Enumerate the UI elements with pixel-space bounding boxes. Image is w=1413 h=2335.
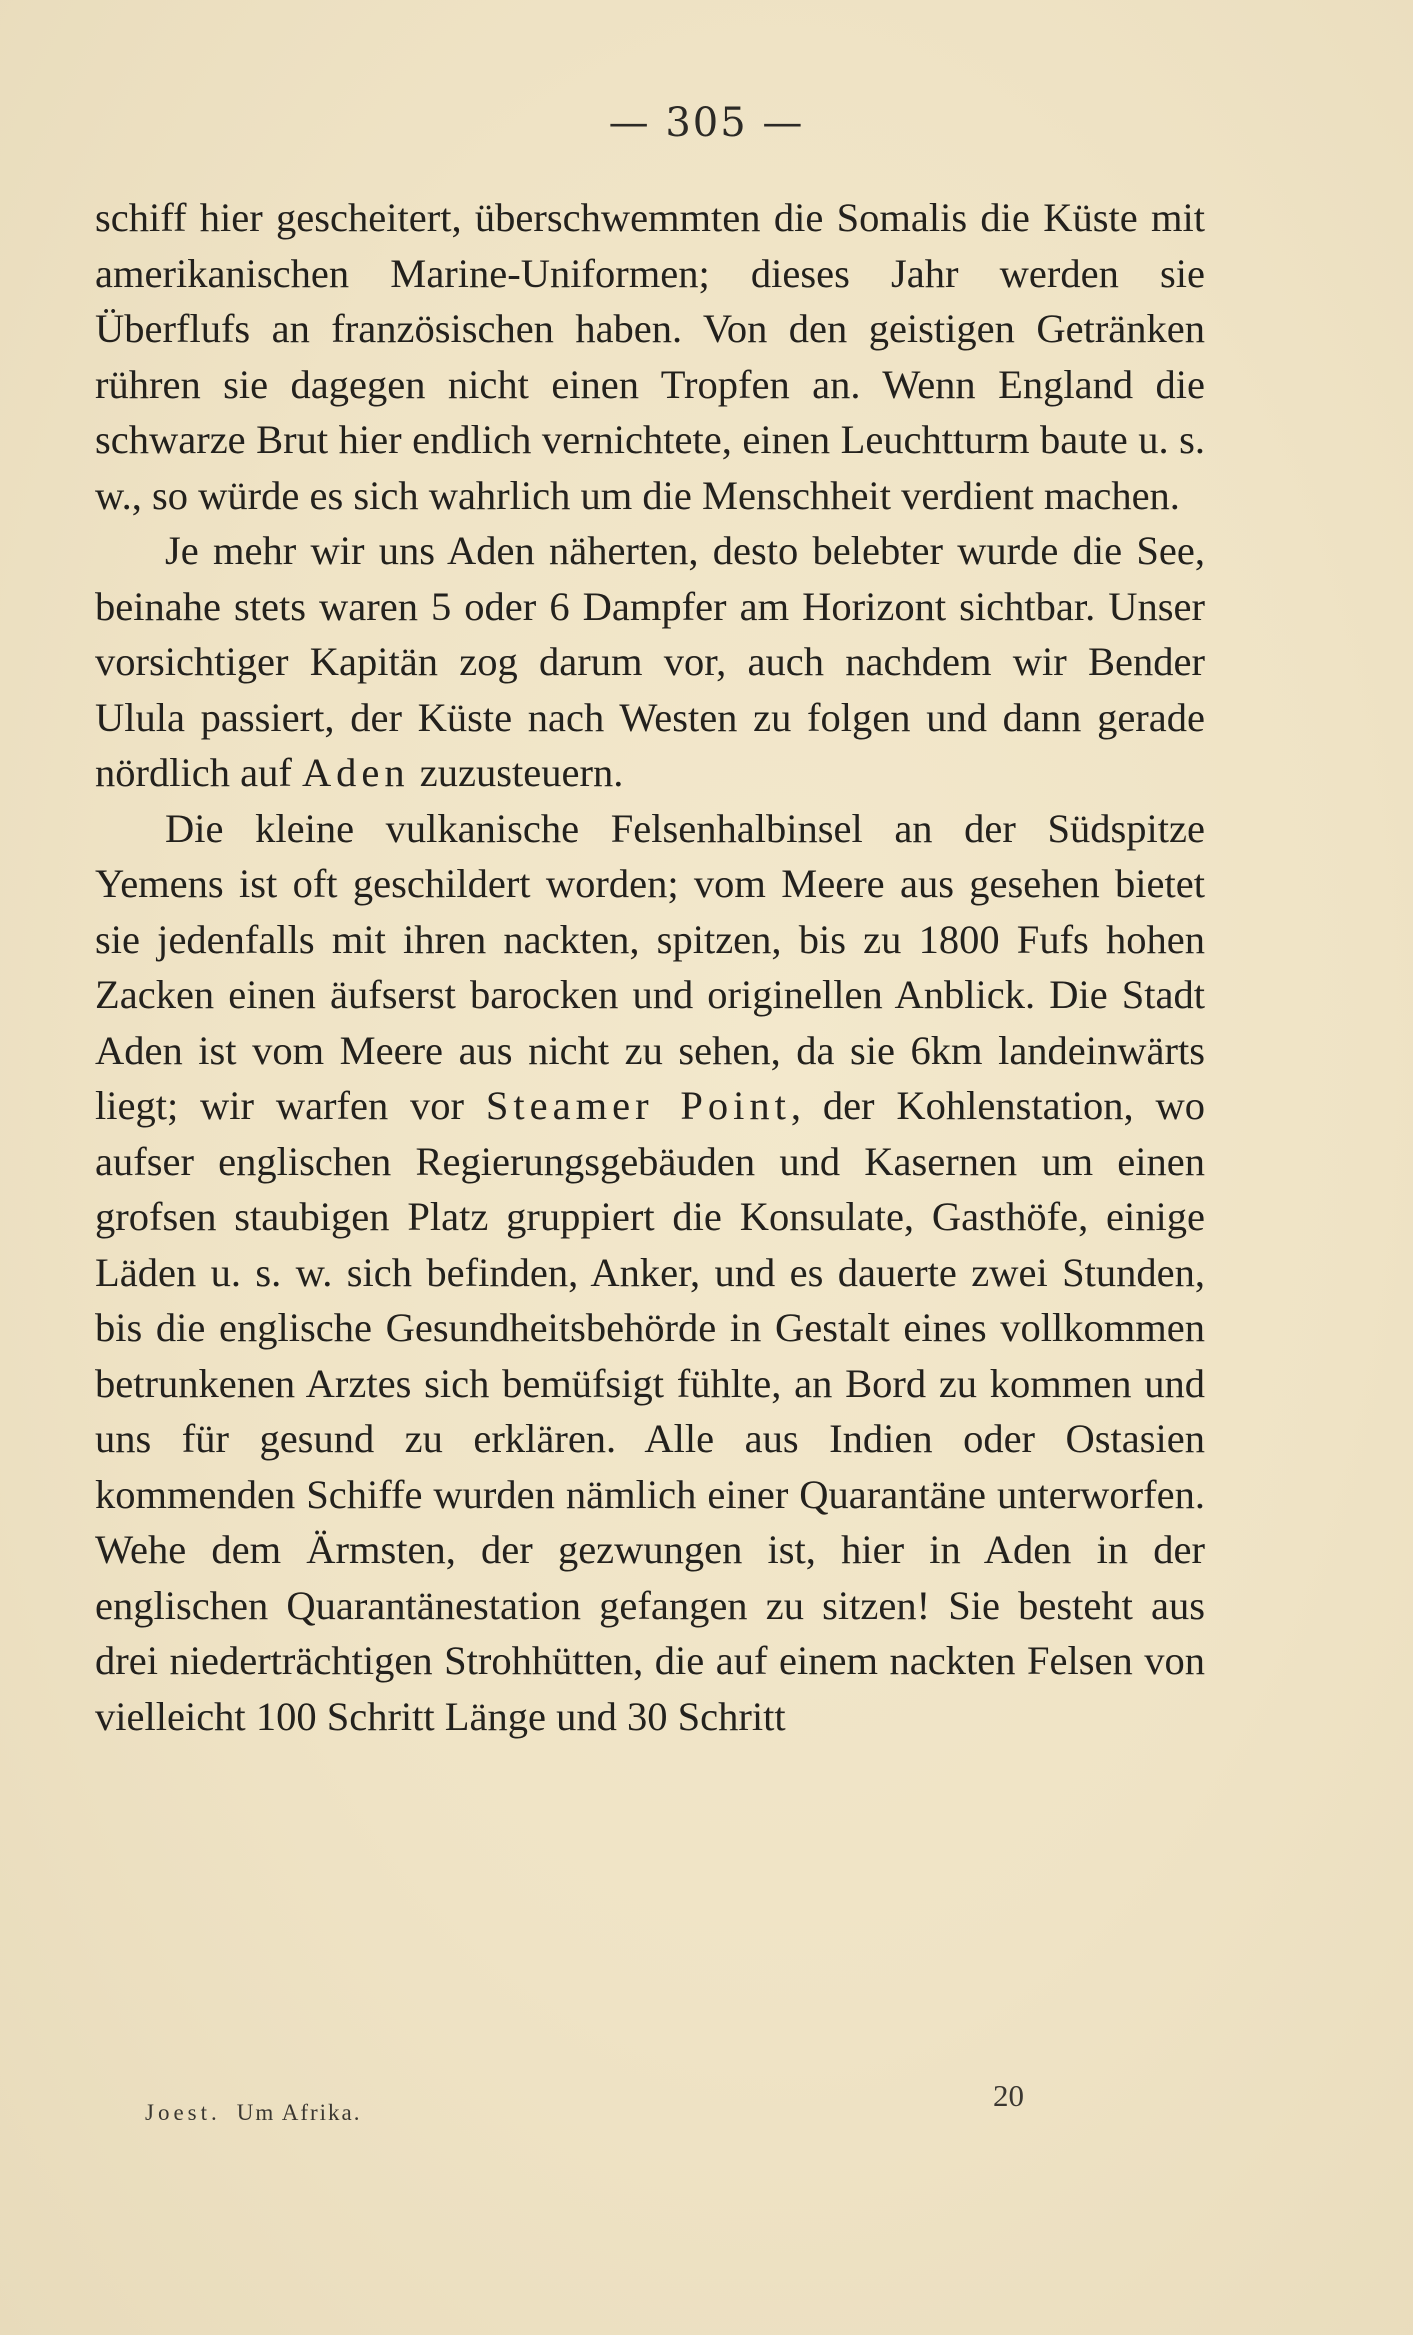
paragraph-3-text-b: , der Kohlenstation, wo aufser englischen Regierungsgebäuden und Kasernen um einen grofsen staubigen Platz gruppiert die Konsulate, Gasthöfe, einige Läden u. s. w. sich befinden, Anker, und es dauerte zwei Stunden, bis die englische Gesundheitsbehörde in Gestalt eines vollkommen betrunkenen Arztes sich bemüfsigt fühlte, an Bord zu kommen und uns für gesund zu erklären. Alle aus Indien oder Ostasien kommenden Schiffe wurden nämlich einer Quarantäne unterworfen. Wehe dem Ärmsten, der gezwungen ist, hier in Aden in der englischen Quarantänestation gefangen zu sitzen! Sie besteht aus drei niederträchtigen Strohhütten, die auf einem nackten Felsen von vielleicht 100 Schritt Länge und 30 Schritt xyxy=(95,1083,1205,1739)
footer-title: Um Afrika. xyxy=(236,2100,362,2125)
paragraph-2-text-b: zuzusteuern. xyxy=(409,750,624,795)
spaced-name-aden: Aden xyxy=(301,750,410,795)
paragraph-1-text: schiff hier gescheitert, überschwemmten die Somalis die Küste mit amerikanischen Marine-Uniformen; dieses Jahr werden sie Überflufs an französischen haben. Von den geistigen Getränken rühren sie dagegen nicht einen Tropfen an. Wenn England die schwarze Brut hier endlich vernichtete, einen Leuchtturm baute u. s. w., so würde es sich wahrlich um die Menschheit verdient machen. xyxy=(95,195,1205,518)
paragraph-3 xyxy=(95,801,1205,1745)
spaced-name-steamer-point: Steamer Point xyxy=(485,1083,791,1128)
paragraph-2-text-a: Je mehr wir uns Aden näherten, desto belebter wurde die See, beinahe stets waren 5 oder 6 Dampfer am Horizont sichtbar. Unser vorsichtiger Kapitän zog darum vor, auch nachdem wir Bender Ulula passiert, der Küste nach Westen zu folgen und dann gerade nördlich auf xyxy=(95,528,1205,795)
paragraph-1 xyxy=(95,190,1205,523)
sheet-number: 20 xyxy=(993,2078,1024,2113)
footer-signature xyxy=(145,2100,362,2126)
footer-author: Joest. xyxy=(145,2100,221,2125)
page-number: — 305 — xyxy=(608,100,805,146)
body-text xyxy=(95,190,1205,1744)
paragraph-3-text-a: Die kleine vulkanische Felsenhalbinsel an der Südspitze Yemens ist oft geschildert worden; vom Meere aus gesehen bietet sie jedenfalls mit ihren nackten, spitzen, bis zu 1800 Fufs hohen Zacken einen äufserst barocken und originellen Anblick. Die Stadt Aden ist vom Meere aus nicht zu sehen, da sie 6km landeinwärts liegt; wir warfen vor xyxy=(95,805,1205,1128)
paragraph-2 xyxy=(95,523,1205,801)
